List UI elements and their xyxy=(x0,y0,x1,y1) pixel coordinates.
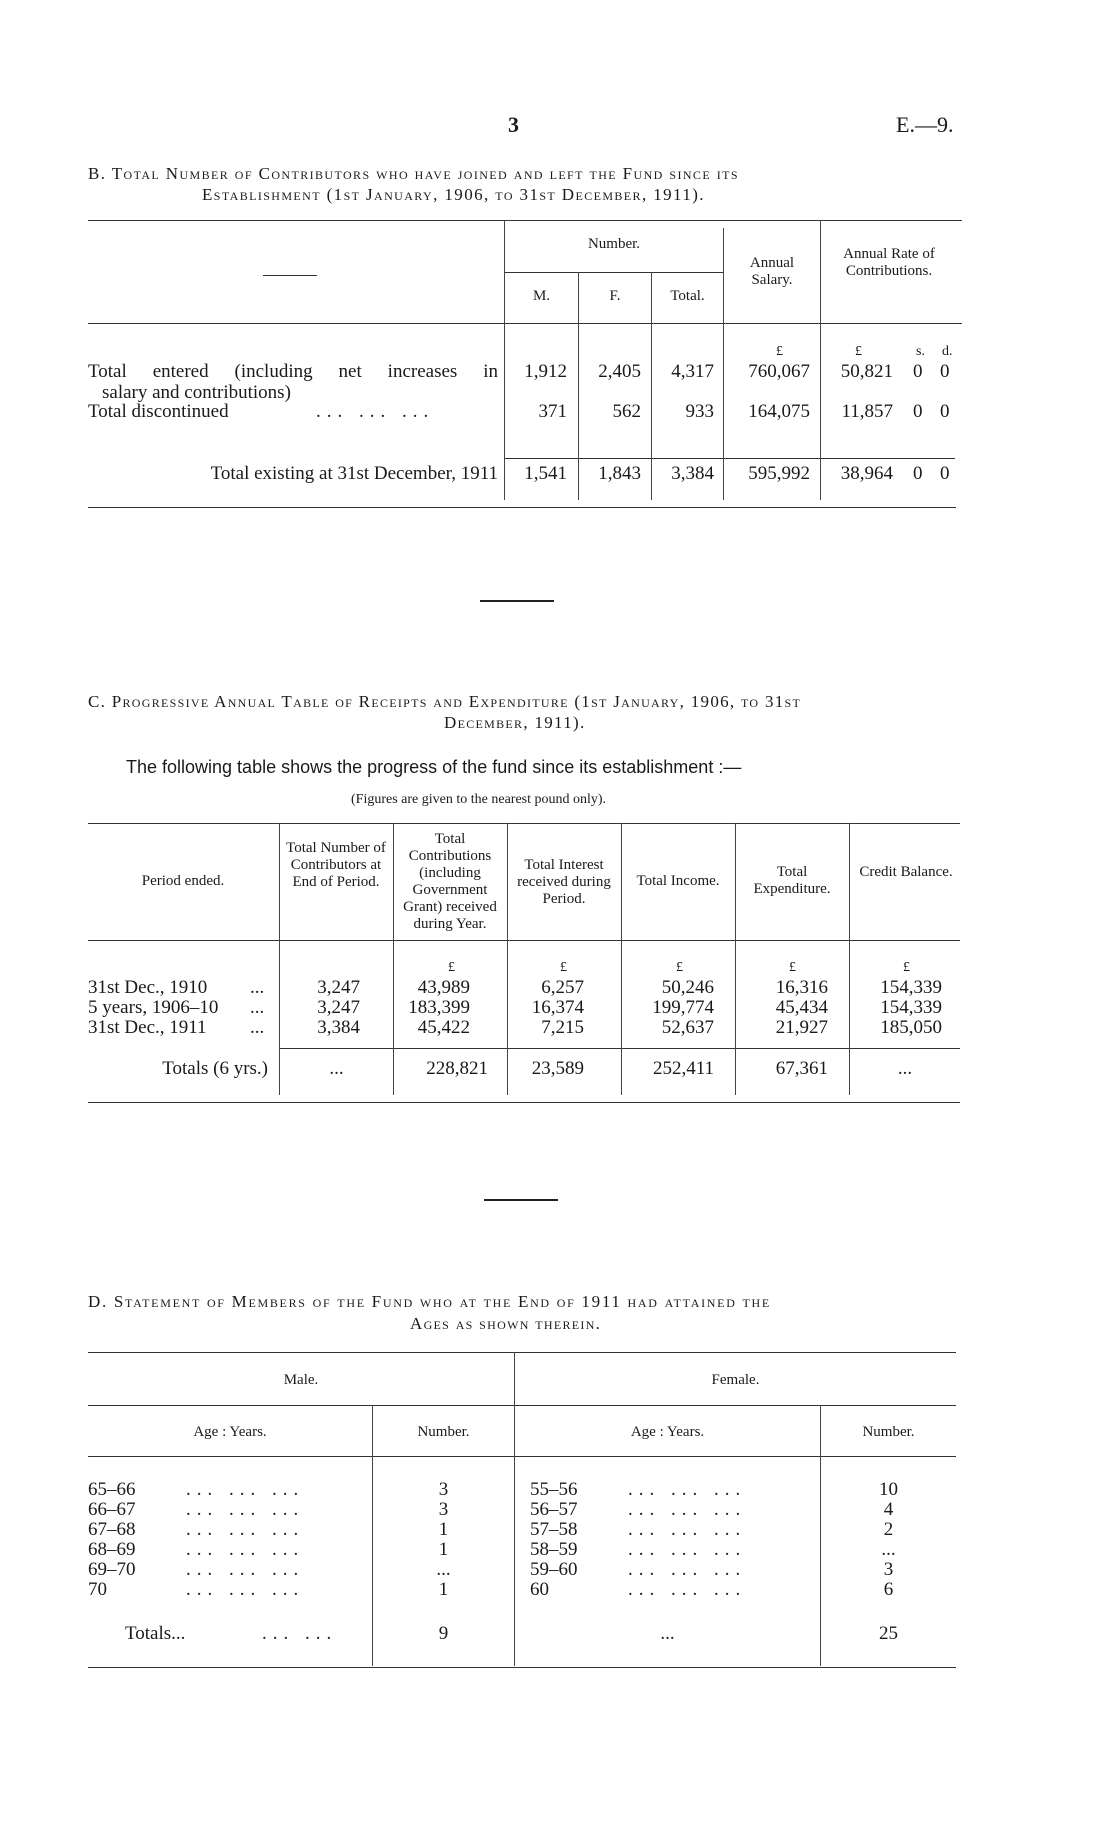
column-header-number: Number. xyxy=(587,236,641,252)
column-rule xyxy=(393,823,394,1095)
cell-pounds: 11,857 xyxy=(841,401,893,422)
column-rule xyxy=(279,823,280,1095)
cell-pounds: 38,964 xyxy=(840,463,893,484)
page-number: 3 xyxy=(508,112,519,137)
cell-expenditure: 16,316 xyxy=(775,977,828,998)
section-d-subtitle: Ages as shown therein. xyxy=(410,1314,602,1333)
leader-dots: ... ... xyxy=(262,1623,338,1644)
cell-number: ... xyxy=(881,1539,896,1560)
section-separator xyxy=(480,600,554,602)
cell-salary: 164,075 xyxy=(748,401,810,422)
cell-contributors: 3,247 xyxy=(317,977,360,998)
divider xyxy=(88,1352,956,1353)
unit-label: £ xyxy=(560,960,567,975)
divider xyxy=(88,220,962,221)
cell-contributions: 228,821 xyxy=(426,1058,488,1079)
section-b-subtitle: Establishment (1st January, 1906, to 31st December, 1911). xyxy=(202,185,705,204)
unit-label: £ xyxy=(789,960,796,975)
cell-f: 1,843 xyxy=(598,463,641,484)
cell-balance: ... xyxy=(897,1058,913,1079)
unit-label: £ xyxy=(676,960,683,975)
cell-total: 933 xyxy=(685,401,714,422)
column-header-salary: Annual Salary. xyxy=(749,255,795,288)
cell-age: 55–56 xyxy=(530,1479,578,1500)
cell-period: 31st Dec., 1911 xyxy=(88,1017,207,1038)
cell-number: 3 xyxy=(883,1559,894,1580)
leader-dots: ... ... ... xyxy=(628,1499,747,1520)
cell-male-total: 9 xyxy=(438,1623,449,1644)
column-header-contributors: Total Number of Contributors at End of Period. xyxy=(286,840,386,890)
cell-pence: 0 xyxy=(940,361,950,382)
cell-expenditure: 67,361 xyxy=(775,1058,828,1079)
section-b-title: B. Total Number of Contributors who have joined and left the Fund since its xyxy=(88,164,739,183)
leader-dots: ... ... ... xyxy=(186,1519,305,1540)
cell-income: 252,411 xyxy=(652,1058,714,1079)
group-header-male: Male. xyxy=(283,1372,319,1388)
cell-pence: 0 xyxy=(940,401,950,422)
cell-age: 70 xyxy=(88,1579,107,1600)
leader-dots: ... ... ... xyxy=(628,1479,747,1500)
document-reference: E.—9. xyxy=(896,112,954,137)
cell-pence: 0 xyxy=(940,463,950,484)
cell-number: 1 xyxy=(438,1579,449,1600)
cell-contributions: 45,422 xyxy=(417,1017,470,1038)
unit-label: £ xyxy=(855,344,862,359)
leader-dots: ... xyxy=(250,997,265,1018)
cell-salary: 760,067 xyxy=(748,361,810,382)
column-header-balance: Credit Balance. xyxy=(859,864,953,880)
cell-m: 1,541 xyxy=(524,463,567,484)
column-header-total: Total. xyxy=(670,288,705,304)
cell-balance: 154,339 xyxy=(880,997,942,1018)
cell-contributors: 3,384 xyxy=(317,1017,360,1038)
column-rule xyxy=(504,220,505,500)
section-d-title: D. Statement of Members of the Fund who at the End of 1911 had attained the xyxy=(88,1292,771,1311)
column-rule xyxy=(514,1352,515,1666)
leader-dots: ... ... ... xyxy=(186,1479,305,1500)
cell-number: 10 xyxy=(879,1479,898,1500)
section-c-title: C. Progressive Annual Table of Receipts and Expenditure (1st January, 1906, to 31st xyxy=(88,692,802,711)
cell-expenditure: 45,434 xyxy=(775,997,828,1018)
leader-dots: ... xyxy=(250,977,265,998)
row-label: Total discontinued xyxy=(88,401,229,422)
divider xyxy=(88,1456,956,1457)
cell-number: 4 xyxy=(883,1499,894,1520)
cell-income: 50,246 xyxy=(661,977,714,998)
cell-interest: 16,374 xyxy=(531,997,584,1018)
divider xyxy=(88,1102,960,1103)
cell-period: 31st Dec., 1910 xyxy=(88,977,208,998)
leader-dots: ... ... ... xyxy=(628,1539,747,1560)
cell-contributions: 43,989 xyxy=(417,977,470,998)
cell-balance: 154,339 xyxy=(880,977,942,998)
unit-label: d. xyxy=(942,344,953,359)
cell-number: 1 xyxy=(438,1519,449,1540)
column-header-male-number: Number. xyxy=(417,1424,470,1440)
cell-age: 69–70 xyxy=(88,1559,136,1580)
leader-dots: ... xyxy=(250,1017,265,1038)
column-header-interest: Total Interest received during Period. xyxy=(517,857,611,907)
cell-age: 59–60 xyxy=(530,1559,578,1580)
divider xyxy=(263,275,317,276)
cell-number: 3 xyxy=(438,1499,449,1520)
cell-age: 65–66 xyxy=(88,1479,136,1500)
cell-pounds: 50,821 xyxy=(840,361,893,382)
cell-interest: 6,257 xyxy=(541,977,584,998)
cell-income: 199,774 xyxy=(652,997,714,1018)
column-header-period: Period ended. xyxy=(141,873,225,889)
cell-number: 1 xyxy=(438,1539,449,1560)
column-header-expenditure: Total Expenditure. xyxy=(753,864,831,897)
totals-label: Totals (6 yrs.) xyxy=(162,1058,268,1079)
divider xyxy=(88,940,960,941)
row-label: Total entered (including net increases in xyxy=(88,361,498,382)
leader-dots: ... ... ... xyxy=(628,1579,747,1600)
cell-expenditure: 21,927 xyxy=(775,1017,828,1038)
column-rule xyxy=(849,823,850,1095)
leader-dots: ... ... ... xyxy=(628,1519,747,1540)
cell-shillings: 0 xyxy=(913,401,923,422)
unit-label: £ xyxy=(903,960,910,975)
cell-number: 6 xyxy=(883,1579,894,1600)
column-header-rate: Annual Rate of Contributions. xyxy=(843,246,935,279)
cell-contributors: ... xyxy=(329,1058,344,1079)
group-header-female: Female. xyxy=(711,1372,760,1388)
cell-age: 66–67 xyxy=(88,1499,136,1520)
unit-label: £ xyxy=(776,344,783,359)
column-header-female-number: Number. xyxy=(862,1424,915,1440)
divider xyxy=(505,458,955,459)
cell-interest: 23,589 xyxy=(531,1058,584,1079)
cell-total: 4,317 xyxy=(671,361,714,382)
row-label-continued: salary and contributions) xyxy=(102,382,291,403)
cell-age: 67–68 xyxy=(88,1519,136,1540)
cell-shillings: 0 xyxy=(913,463,923,484)
unit-label: s. xyxy=(916,344,925,359)
column-rule xyxy=(820,220,821,500)
cell-age: 68–69 xyxy=(88,1539,136,1560)
divider xyxy=(88,1405,956,1406)
divider xyxy=(88,1667,956,1668)
cell-age: 57–58 xyxy=(530,1519,578,1540)
divider xyxy=(280,1048,960,1049)
column-rule xyxy=(507,823,508,1095)
cell-salary: 595,992 xyxy=(748,463,810,484)
section-separator xyxy=(484,1199,558,1201)
leader-dots: ... ... ... xyxy=(186,1499,305,1520)
divider xyxy=(88,323,962,324)
note-text: (Figures are given to the nearest pound only). xyxy=(351,792,607,807)
cell-f: 562 xyxy=(612,401,641,422)
cell-income: 52,637 xyxy=(661,1017,714,1038)
divider xyxy=(505,272,723,273)
column-rule xyxy=(621,823,622,1095)
cell-interest: 7,215 xyxy=(541,1017,584,1038)
cell-shillings: 0 xyxy=(913,361,923,382)
column-header-income: Total Income. xyxy=(636,873,720,889)
cell-female-age-total: ... xyxy=(660,1623,675,1644)
cell-m: 371 xyxy=(538,401,567,422)
leader-dots: ... ... ... xyxy=(316,401,435,422)
cell-female-total: 25 xyxy=(879,1623,898,1644)
leader-dots: ... ... ... xyxy=(186,1579,305,1600)
unit-label: £ xyxy=(448,960,455,975)
column-header-f: F. xyxy=(609,288,621,304)
cell-number: 3 xyxy=(438,1479,449,1500)
divider xyxy=(88,823,960,824)
cell-total: 3,384 xyxy=(671,463,714,484)
cell-m: 1,912 xyxy=(524,361,567,382)
cell-period: 5 years, 1906–10 xyxy=(88,997,219,1018)
intro-text: The following table shows the progress of the fund since its establishment :— xyxy=(126,757,742,777)
cell-contributions: 183,399 xyxy=(408,997,470,1018)
cell-age: 60 xyxy=(530,1579,549,1600)
column-header-male-age: Age : Years. xyxy=(193,1424,267,1440)
section-c-subtitle: December, 1911). xyxy=(444,713,586,732)
cell-age: 56–57 xyxy=(530,1499,578,1520)
column-header-m: M. xyxy=(532,288,551,304)
leader-dots: ... ... ... xyxy=(186,1559,305,1580)
leader-dots: ... ... ... xyxy=(628,1559,747,1580)
totals-label: Totals... xyxy=(125,1623,186,1644)
cell-contributors: 3,247 xyxy=(317,997,360,1018)
cell-age: 58–59 xyxy=(530,1539,578,1560)
column-header-female-age: Age : Years. xyxy=(630,1424,705,1440)
cell-f: 2,405 xyxy=(598,361,641,382)
cell-number: 2 xyxy=(883,1519,894,1540)
cell-number: ... xyxy=(436,1559,451,1580)
row-label: Total existing at 31st December, 1911 xyxy=(210,463,498,484)
leader-dots: ... ... ... xyxy=(186,1539,305,1560)
column-rule xyxy=(735,823,736,1095)
cell-balance: 185,050 xyxy=(880,1017,942,1038)
divider xyxy=(88,507,956,508)
column-header-contributions: Total Contributions (including Government Grant) received during Year. xyxy=(403,831,497,932)
